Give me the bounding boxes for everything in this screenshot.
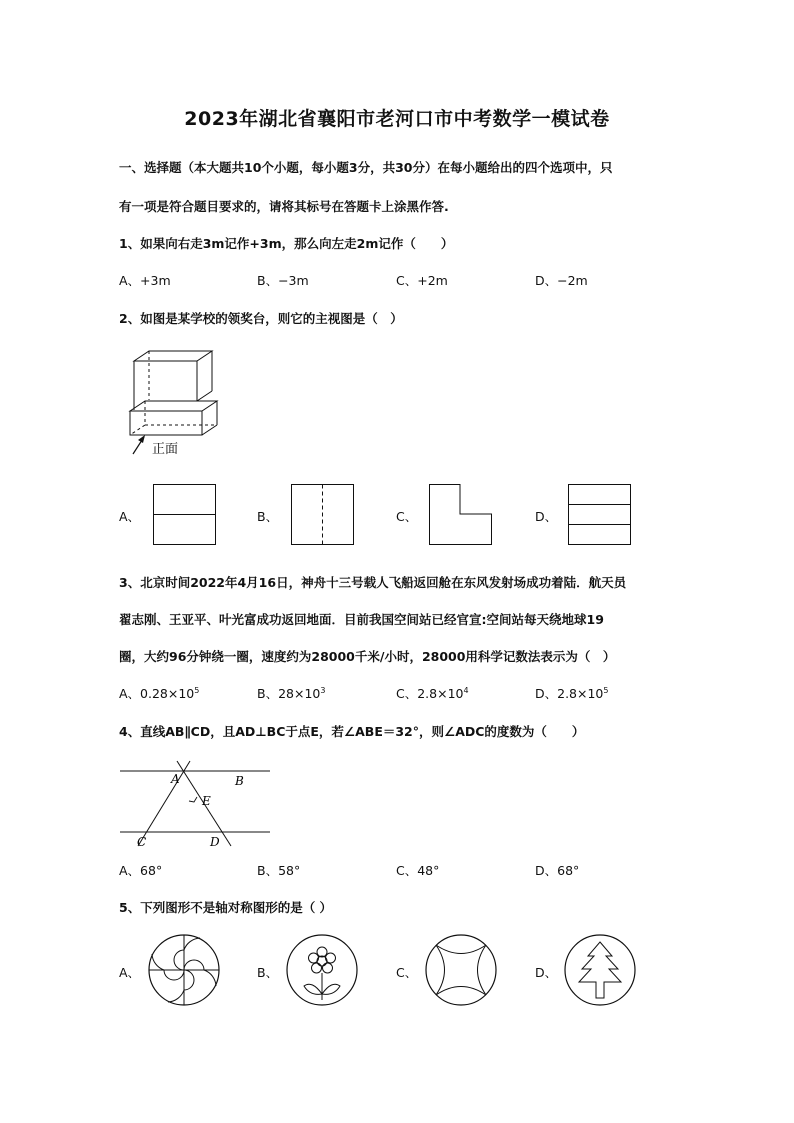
q4-option-d[interactable]: D、68° bbox=[535, 863, 580, 878]
q3-option-b-text: B、28×10 bbox=[257, 686, 321, 701]
section-instruction-line1: 一、选择题（本大题共10个小题，每小题3分，共30分）在每小题给出的四个选项中，只 bbox=[119, 160, 613, 175]
q4-option-b[interactable]: B、58° bbox=[257, 863, 301, 878]
front-view-label: 正面 bbox=[152, 442, 179, 457]
q4-option-c[interactable]: C、48° bbox=[396, 863, 440, 878]
q3-option-d[interactable] bbox=[535, 684, 608, 702]
q3-option-d-text: D、2.8×10 bbox=[535, 686, 604, 701]
q5-option-c-figure[interactable] bbox=[425, 934, 497, 1006]
q5-option-a-figure[interactable] bbox=[148, 934, 220, 1006]
q3-option-c[interactable] bbox=[396, 684, 469, 702]
q3-stem-line1: 3、北京时间2022年4月16日，神舟十三号载人飞船返回舱在东风发射场成功着陆．航天员 bbox=[119, 575, 627, 590]
q3-option-d-exponent: 5 bbox=[603, 685, 609, 695]
q5-option-d[interactable]: D、 bbox=[535, 965, 558, 980]
q4-stem: 4、直线AB∥CD，且AD⊥BC于点E，若∠ABE＝32°，则∠ADC的度数为（ ） bbox=[119, 724, 585, 739]
q2-stem: 2、如图是某学校的领奖台，则它的主视图是（ ） bbox=[119, 311, 403, 326]
q1-stem: 1、如果向右走3m记作+3m，那么向左走2m记作（ ） bbox=[119, 236, 454, 251]
q5-option-b[interactable]: B、 bbox=[257, 965, 279, 980]
q2-option-b-figure[interactable] bbox=[291, 484, 354, 545]
q3-option-c-text: C、2.8×10 bbox=[396, 686, 464, 701]
q2-option-d[interactable]: D、 bbox=[535, 509, 558, 524]
q5-option-d-figure[interactable] bbox=[564, 934, 636, 1006]
q3-option-b[interactable] bbox=[257, 684, 325, 702]
q1-option-a[interactable]: A、+3m bbox=[119, 273, 171, 288]
right-angle-mark bbox=[189, 797, 197, 802]
label-e: E bbox=[202, 794, 211, 808]
q1-option-b[interactable]: B、−3m bbox=[257, 273, 309, 288]
q1-option-d[interactable]: D、−2m bbox=[535, 273, 588, 288]
q4-option-a[interactable]: A、68° bbox=[119, 863, 163, 878]
q2-option-c[interactable]: C、 bbox=[396, 509, 418, 524]
q3-stem-line2: 翟志刚、王亚平、叶光富成功返回地面．目前我国空间站已经官宣:空间站每天绕地球19 bbox=[119, 612, 604, 627]
q4-figure bbox=[118, 755, 278, 850]
q5-option-a[interactable]: A、 bbox=[119, 965, 141, 980]
q1-option-c[interactable]: C、+2m bbox=[396, 273, 448, 288]
q2-option-a[interactable]: A、 bbox=[119, 509, 141, 524]
section-instruction-line2: 有一项是符合题目要求的，请将其标号在答题卡上涂黑作答. bbox=[119, 199, 449, 214]
q2-option-b[interactable]: B、 bbox=[257, 509, 279, 524]
q3-option-a-text: A、0.28×10 bbox=[119, 686, 195, 701]
line-bc bbox=[138, 761, 190, 846]
label-a: A bbox=[171, 772, 180, 786]
label-d: D bbox=[210, 835, 220, 849]
q5-stem: 5、下列图形不是轴对称图形的是（ ） bbox=[119, 900, 333, 915]
label-b: B bbox=[235, 774, 244, 788]
q5-option-b-figure[interactable] bbox=[286, 934, 358, 1006]
q2-option-c-figure[interactable] bbox=[429, 484, 492, 545]
q3-option-c-exponent: 4 bbox=[463, 685, 469, 695]
q3-option-b-exponent: 3 bbox=[320, 685, 326, 695]
q3-option-a[interactable] bbox=[119, 684, 199, 702]
label-c: C bbox=[137, 835, 147, 849]
page-title: 2023年湖北省襄阳市老河口市中考数学一模试卷 bbox=[184, 108, 610, 130]
q2-option-a-figure[interactable] bbox=[153, 484, 216, 545]
q3-stem-line3: 圈，大约96分钟绕一圈，速度约为28000千米/小时，28000用科学记数法表示为（ ） bbox=[119, 649, 616, 664]
q5-option-c[interactable]: C、 bbox=[396, 965, 418, 980]
q2-option-d-figure[interactable] bbox=[568, 484, 631, 545]
q3-option-a-exponent: 5 bbox=[194, 685, 200, 695]
